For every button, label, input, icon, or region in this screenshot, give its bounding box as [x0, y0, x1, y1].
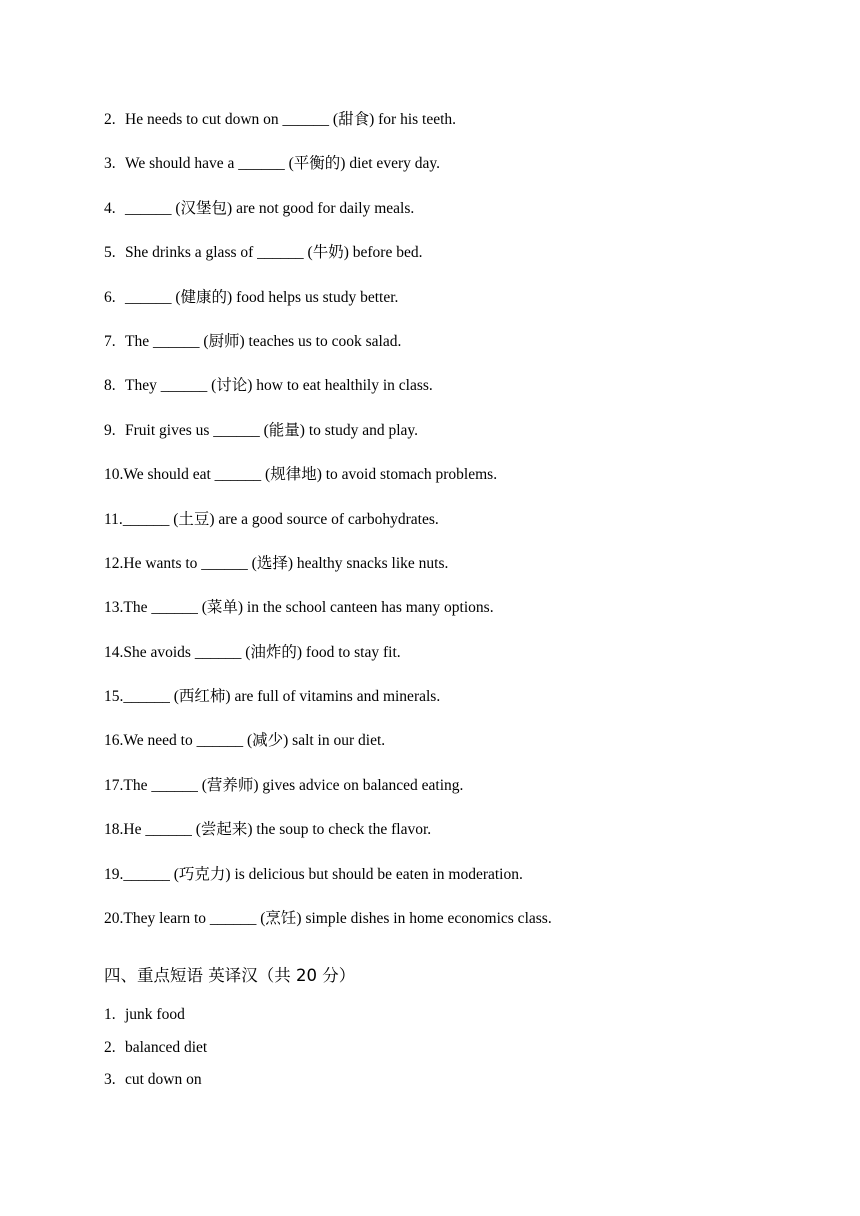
exercise-item: [104, 419, 824, 463]
item-text: He ______ (尝起来) the soup to check the flavor.: [123, 821, 432, 839]
item-text: We need to ______ (减少) salt in our diet.: [123, 732, 386, 750]
item-text: junk food: [125, 1006, 185, 1023]
item-number: 5.: [104, 244, 116, 262]
fill-in-exercise-list: [104, 108, 824, 951]
item-number: 11.: [104, 510, 123, 528]
item-text: ______ (西红柿) are full of vitamins and minerals.: [123, 688, 441, 706]
item-text: ______ (土豆) are a good source of carbohydrates.: [122, 510, 439, 528]
item-number: 9.: [104, 421, 116, 439]
exercise-item: [104, 596, 824, 640]
exercise-item: [104, 374, 824, 418]
exercise-item: [104, 286, 824, 330]
exercise-item: [104, 907, 824, 951]
exercise-item: [104, 152, 824, 196]
item-number: 1.: [104, 1006, 116, 1023]
item-text: ______ (健康的) food helps us study better.: [125, 288, 399, 306]
exercise-item: [104, 863, 824, 907]
item-number: 7.: [104, 332, 116, 350]
exercise-item: [104, 641, 824, 685]
item-number: 6.: [104, 288, 116, 306]
item-number: 3.: [104, 1071, 116, 1089]
exercise-item: [104, 463, 824, 507]
item-text: She avoids ______ (油炸的) food to stay fit.: [123, 643, 401, 661]
exercise-item: [104, 241, 824, 285]
item-text: The ______ (营养师) gives advice on balanced eating.: [123, 776, 464, 794]
exercise-item: [104, 197, 824, 241]
item-text: She drinks a glass of ______ (牛奶) before bed.: [125, 244, 423, 262]
item-text: We should have a ______ (平衡的) diet every day.: [125, 155, 440, 173]
exercise-item: [104, 552, 824, 596]
item-number: 13.: [104, 599, 124, 617]
item-number: 10.: [104, 466, 124, 484]
phrase-translation-list: [104, 1003, 804, 1101]
item-number: 4.: [104, 199, 116, 217]
item-number: 20.: [104, 910, 124, 928]
item-number: 19.: [104, 865, 124, 883]
item-text: Fruit gives us ______ (能量) to study and play.: [125, 421, 419, 439]
item-text: They learn to ______ (烹饪) simple dishes in home economics class.: [123, 910, 552, 928]
item-text: We should eat ______ (规律地) to avoid stomach problems.: [123, 466, 498, 484]
exercise-item: [104, 774, 824, 818]
item-text: He wants to ______ (选择) healthy snacks like nuts.: [123, 554, 449, 572]
item-number: 2.: [104, 111, 116, 128]
item-number: 8.: [104, 377, 116, 395]
item-number: 12.: [104, 554, 124, 572]
item-number: 14.: [104, 643, 124, 661]
item-text: They ______ (讨论) how to eat healthily in class.: [125, 377, 433, 395]
item-number: 3.: [104, 155, 116, 173]
item-text: The ______ (厨师) teaches us to cook salad.: [125, 332, 402, 350]
item-number: 17.: [104, 776, 124, 794]
exercise-item: [104, 330, 824, 374]
item-number: 2.: [104, 1038, 116, 1056]
phrase-item: [104, 1003, 804, 1036]
exercise-item: [104, 108, 824, 152]
exercise-item: [104, 818, 824, 862]
exercise-item: [104, 729, 824, 773]
exercise-item: [104, 508, 824, 552]
item-text: cut down on: [125, 1071, 202, 1089]
section-heading: 四、重点短语 英译汉（共 20 分）: [104, 966, 356, 985]
item-text: ______ (汉堡包) are not good for daily meals.: [125, 199, 415, 217]
item-text: The ______ (菜单) in the school canteen has many options.: [123, 599, 494, 617]
item-number: 15.: [104, 688, 124, 706]
phrase-item: [104, 1068, 804, 1101]
phrase-item: [104, 1036, 804, 1069]
item-text: He needs to cut down on ______ (甜食) for his teeth.: [125, 111, 457, 128]
item-number: 16.: [104, 732, 124, 750]
exercise-item: [104, 685, 824, 729]
item-text: balanced diet: [125, 1038, 208, 1056]
item-number: 18.: [104, 821, 124, 839]
item-text: ______ (巧克力) is delicious but should be eaten in moderation.: [123, 865, 523, 883]
